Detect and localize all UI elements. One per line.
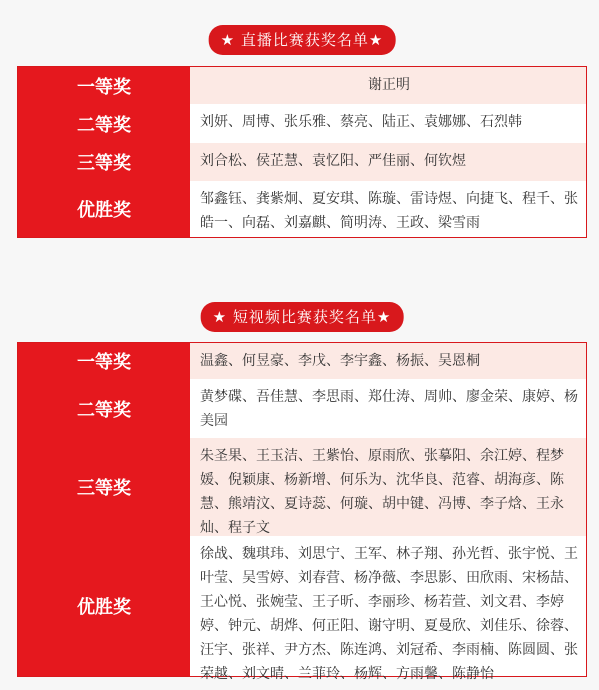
award-names: 邹鑫钰、龚紫炯、夏安琪、陈璇、雷诗煜、向捷飞、程千、张皓一、向磊、刘嘉麒、简明涛、王政、梁雪雨 bbox=[190, 181, 586, 237]
video-awards-title: ★ 短视频比赛获奖名单★ bbox=[201, 302, 404, 332]
table-row bbox=[18, 143, 586, 181]
award-label: 优胜奖 bbox=[18, 181, 190, 237]
live-awards-title: ★ 直播比赛获奖名单★ bbox=[209, 25, 396, 55]
award-label: 二等奖 bbox=[18, 379, 190, 438]
award-names: 朱圣果、王玉洁、王紫怡、原雨欣、张摹阳、余江婷、程梦媛、倪颖康、杨新增、何乐为、沈华良、范睿、胡海彦、陈慧、熊靖汶、夏诗蕊、何璇、胡中键、冯博、李子焓、王永灿、程子文 bbox=[190, 438, 586, 536]
award-names: 谢正明 bbox=[190, 67, 586, 104]
table-row bbox=[18, 181, 586, 237]
live-awards-table bbox=[17, 66, 587, 238]
award-names: 刘妍、周博、张乐雅、蔡亮、陆正、袁娜娜、石烈韩 bbox=[190, 104, 586, 143]
award-names: 徐战、魏琪玮、刘思宁、王军、林子翔、孙光哲、张宇悦、王叶莹、吴雪婷、刘春营、杨净薇、李思影、田欣雨、宋杨喆、王心悦、张婉莹、王子昕、李丽珍、杨若萱、刘文君、李婷婷、钟元、胡烨、何正阳、谢守明、夏曼欣、刘佳乐、徐蓉、汪宇、张祥、尹方杰、陈连鸿、刘冠希、李雨楠、陈圆圆、张荣越、刘文晴、兰菲玲、杨辉、方雨馨、陈静怡 bbox=[190, 536, 586, 676]
table-row bbox=[18, 536, 586, 682]
table-row bbox=[18, 104, 586, 143]
table-row bbox=[18, 379, 586, 438]
table-row bbox=[18, 343, 586, 379]
award-label: 三等奖 bbox=[18, 143, 190, 181]
award-label: 三等奖 bbox=[18, 438, 190, 536]
award-names: 黄梦碟、吾佳慧、李思雨、郑仕涛、周帅、廖金荣、康婷、杨美园 bbox=[190, 379, 586, 438]
award-label: 优胜奖 bbox=[18, 536, 190, 676]
award-label: 一等奖 bbox=[18, 343, 190, 379]
award-label: 一等奖 bbox=[18, 67, 190, 104]
award-label: 二等奖 bbox=[18, 104, 190, 143]
award-names: 刘合松、侯芷慧、袁忆阳、严佳丽、何钦煜 bbox=[190, 143, 586, 181]
award-names: 温鑫、何昱豪、李戊、李宇鑫、杨振、吴恩桐 bbox=[190, 343, 586, 379]
table-row bbox=[18, 67, 586, 104]
video-awards-table bbox=[17, 342, 587, 682]
table-row bbox=[18, 438, 586, 536]
